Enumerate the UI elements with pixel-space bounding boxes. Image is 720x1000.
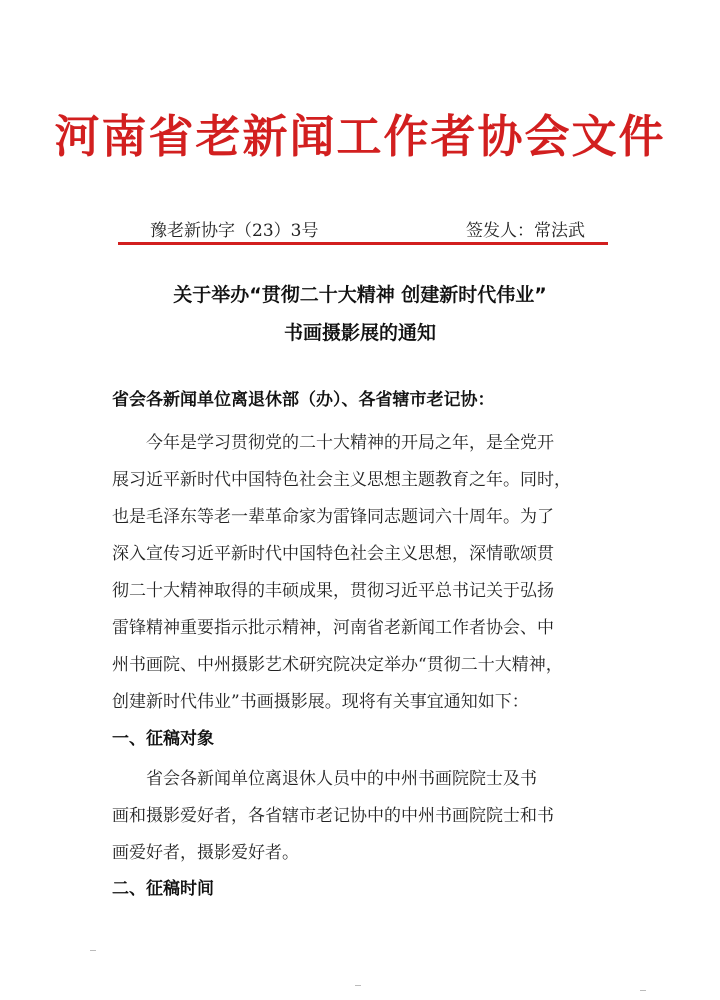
paragraph-line: 州书画院、中州摄影艺术研究院决定举办“贯彻二十大精神， — [112, 655, 563, 675]
document-number: 豫老新协字（23）3号 — [150, 221, 319, 241]
org-document-header: 河南省老新闻工作者协会文件 — [54, 110, 666, 163]
scan-artifact — [355, 985, 361, 986]
paragraph-line: 创建新时代伟业”书画摄影展。现将有关事宜通知如下： — [112, 692, 529, 712]
salutation: 省会各新闻单位离退休部（办）、各省辖市老记协： — [112, 390, 495, 410]
paragraph-line: 画爱好者，摄影爱好者。 — [112, 843, 299, 863]
paragraph-line: 彻二十大精神取得的丰硕成果，贯彻习近平总书记关于弘扬 — [112, 581, 554, 601]
paragraph-line: 也是毛泽东等老一辈革命家为雷锋同志题词六十周年。为了 — [112, 507, 554, 527]
notice-title-line-2: 书画摄影展的通知 — [283, 322, 436, 344]
paragraph-line: 雷锋精神重要指示批示精神，河南省老新闻工作者协会、中 — [112, 618, 554, 638]
paragraph-line: 画和摄影爱好者，各省辖市老记协中的中州书画院院士和书 — [112, 806, 554, 826]
scan-artifact — [640, 990, 646, 991]
section-heading-2: 二、征稿时间 — [112, 879, 214, 899]
signer-line: 签发人：常法武 — [466, 221, 585, 241]
paragraph-line: 今年是学习贯彻党的二十大精神的开局之年，是全党开 — [146, 433, 554, 453]
paragraph-line: 省会各新闻单位离退休人员中的中州书画院院士及书 — [146, 769, 537, 789]
paragraph-line: 深入宣传习近平新时代中国特色社会主义思想，深情歌颂贯 — [112, 544, 554, 564]
notice-title-line-1: 关于举办“贯彻二十大精神 创建新时代伟业” — [173, 284, 547, 306]
red-divider-rule — [118, 242, 608, 245]
paragraph-line: 展习近平新时代中国特色社会主义思想主题教育之年。同时， — [112, 470, 571, 490]
section-heading-1: 一、征稿对象 — [112, 729, 214, 749]
scan-artifact — [90, 950, 96, 951]
